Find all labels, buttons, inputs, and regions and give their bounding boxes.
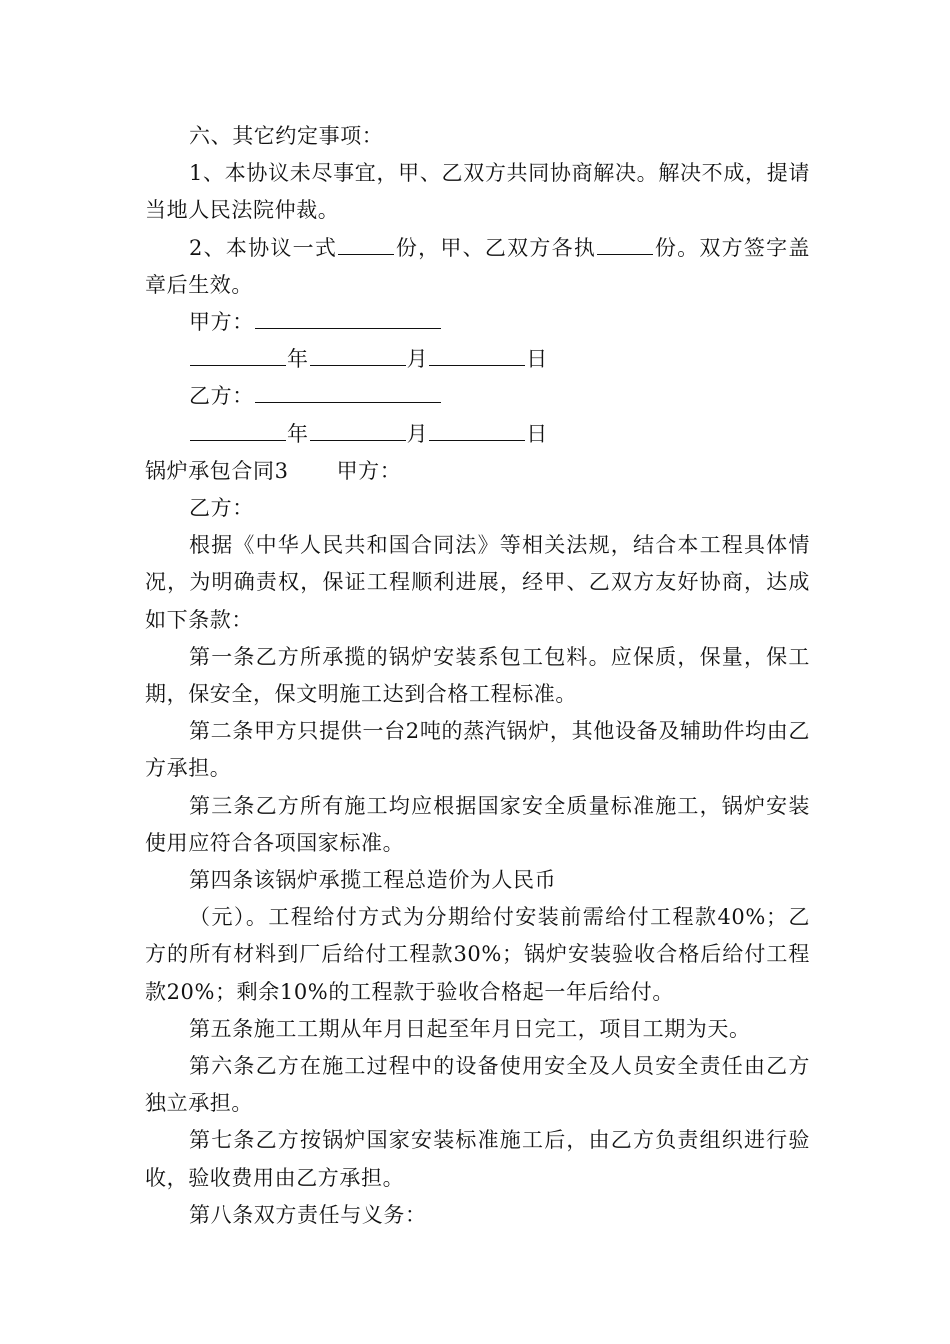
article-7: 第七条乙方按锅炉国家安装标准施工后，由乙方负责组织进行验收，验收费用由乙方承担。 [145,1128,810,1190]
party-a-signature-blank [255,307,441,329]
party-a-month-blank [310,344,406,366]
section-six-heading: 六、其它约定事项： [189,124,384,148]
party-a-date-line [145,341,810,378]
party-a-year-blank [190,344,286,366]
party-a-day-blank [429,344,525,366]
item2-text-start: 2、本协议一式 [189,235,338,260]
article-6: 第六条乙方在施工过程中的设备使用安全及人员安全责任由乙方独立承担。 [145,1054,810,1116]
contract-3-title-line [145,453,810,490]
copies-each-blank [597,233,653,255]
contract-3-party-a: 甲方： [336,458,402,483]
article-5: 第五条施工工期从年月日起至年月日完工，项目工期为天。 [189,1016,751,1041]
contract-preamble: 根据《中华人民共和国合同法》等相关法规，结合本工程具体情况，为明确责权，保证工程顺利进展，经甲、乙双方友好协商，达成如下条款： [145,533,810,632]
copies-total-blank [338,233,394,255]
item2-text-middle: 份，甲、乙双方各执 [395,235,597,260]
article-4-payment-terms: （元）。工程给付方式为分期给付安装前需给付工程款40%；乙方的所有材料到厂后给付工程款30%；锅炉安装验收合格后给付工程款20%；剩余10%的工程款于验收合格起一年后给付。 [145,905,810,1004]
party-b-year-blank [190,419,286,441]
party-b-date-line [145,416,810,453]
party-b-signature-line [145,378,810,415]
article-4-line-1: 第四条该锅炉承揽工程总造价为人民币 [189,868,557,893]
day-label: 日 [526,347,548,372]
contract-3-title: 锅炉承包合同3 [145,458,289,483]
year-label: 年 [287,347,309,372]
party-b-month-blank [310,419,406,441]
contract-3-party-b: 乙方： [189,496,254,521]
party-b-day-blank [429,419,525,441]
article-3: 第三条乙方所有施工均应根据国家安全质量标准施工，锅炉安装使用应符合各项国家标准。 [145,793,810,855]
party-b-label: 乙方： [189,384,254,409]
agreement-item-1: 1、本协议未尽事宜，甲、乙双方共同协商解决。解决不成，提请当地人民法院仲裁。 [145,161,810,223]
month-label: 月 [406,347,429,372]
party-a-signature-line [145,304,810,341]
article-8: 第八条双方责任与义务： [189,1202,427,1227]
party-a-label: 甲方： [189,310,254,335]
article-2: 第二条甲方只提供一台2吨的蒸汽锅炉，其他设备及辅助件均由乙方承担。 [145,719,810,781]
article-1: 第一条乙方所承揽的锅炉安装系包工包料。应保质，保量，保工期，保安全，保文明施工达到合格工程标准。 [145,644,810,707]
agreement-item-2 [145,230,810,304]
party-b-signature-blank [255,381,441,403]
day-label: 日 [526,421,548,446]
month-label: 月 [406,421,429,446]
year-label: 年 [287,421,309,446]
document-body [145,118,810,1234]
item2-text-end: 份。双方签字盖章后生效。 [145,235,811,297]
